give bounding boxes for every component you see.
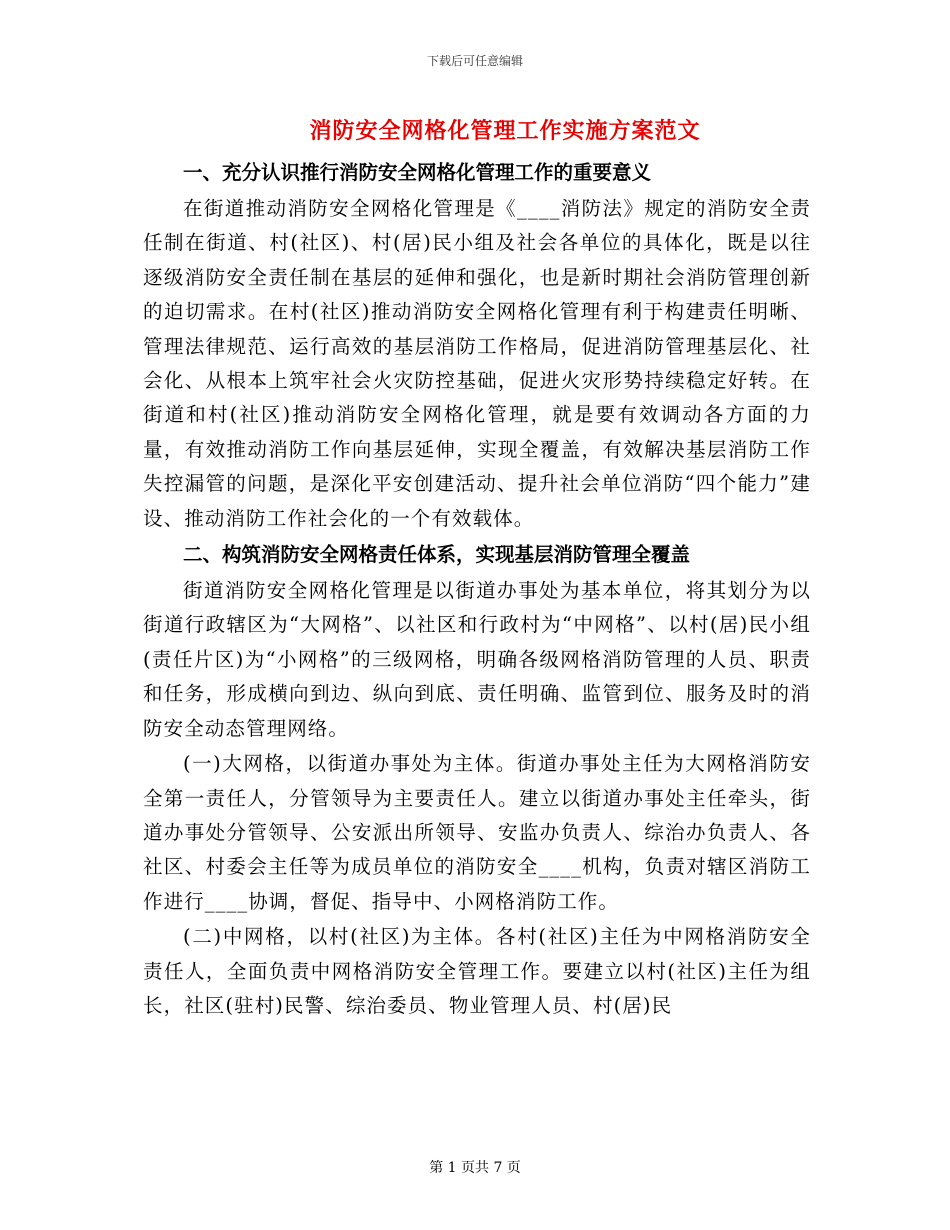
page-footer: 第 1 页共 7 页 [429,1160,521,1176]
paragraph: (二)中网格，以村(社区)为主体。各村(社区)主任为中网格消防安全责任人，全面负责中网格消防安全管理工作。要建立以村(社区)主任为组长，社区(驻村)民警、综治委员、物业管理人员、村(居)民 [143,925,811,1017]
document-title: 消防安全网格化管理工作实施方案范文 [309,118,701,144]
paragraph: (一)大网格，以街道办事处为主体。街道办事处主任为大网格消防安全第一责任人，分管领导为主要责任人。建立以街道办事处主任牵头，街道办事处分管领导、公安派出所领导、安监办负责人、综治办负责人、各社区、村委会主任等为成员单位的消防安全____机构，负责对辖区消防工作进行____协调，督促、指导中、小网格消防工作。 [143,752,811,913]
page-header: 下载后可任意编辑 [426,54,523,68]
paragraph: 在街道推动消防安全网格化管理是《____消防法》规定的消防安全责任制在街道、村(社区)、村(居)民小组及社会各单位的具体化，既是以往逐级消防安全责任制在基层的延伸和强化，也是新时期社会消防管理创新的迫切需求。在村(社区)推动消防安全网格化管理有利于构建责任明晰、管理法律规范、运行高效的基层消防工作格局，促进消防管理基层化、社会化、从根本上筑牢社会火灾防控基础，促进火灾形势持续稳定好转。在街道和村(社区)推动消防安全网格化管理，就是要有效调动各方面的力量，有效推动消防工作向基层延伸，实现全覆盖，有效解决基层消防工作失控漏管的问题，是深化平安创建活动、提升社会单位消防“四个能力”建设、推动消防工作社会化的一个有效载体。 [143,197,811,530]
document-body [143,156,811,1023]
section-heading-1: 一、充分认识推行消防安全网格化管理工作的重要意义 [183,161,652,184]
section-heading-2: 二、构筑消防安全网格责任体系，实现基层消防管理全覆盖 [183,543,691,567]
paragraph: 街道消防安全网格化管理是以街道办事处为基本单位，将其划分为以街道行政辖区为“大网格”、以社区和行政村为“中网格”、以村(居)民小组(责任片区)为“小网格”的三级网格，明确各级网格消防管理的人员、职责和任务，形成横向到边、纵向到底、责任明确、监管到位、服务及时的消防安全动态管理网络。 [143,579,811,740]
